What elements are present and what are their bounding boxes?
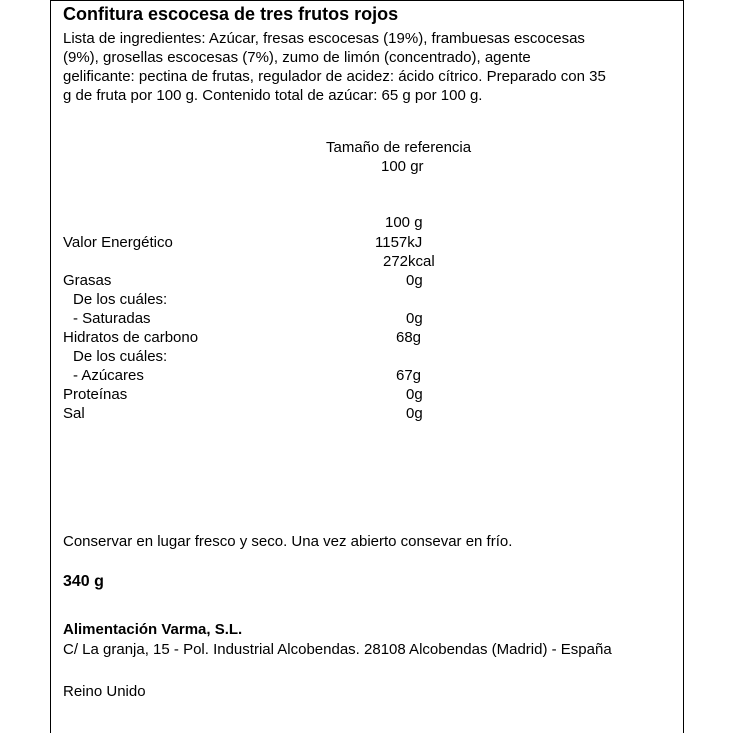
nutrition-row-label: Hidratos de carbono	[63, 329, 199, 346]
nutrition-row-label: Proteínas	[63, 386, 128, 403]
ingredients-line: g de fruta por 100 g. Contenido total de azúcar: 65 g por 100 g.	[63, 87, 483, 104]
nutrition-row-value: 0g	[406, 405, 423, 422]
nutrition-row-label: Grasas	[63, 272, 112, 289]
nutrition-row-value: 0g	[406, 272, 423, 289]
product-title: Confitura escocesa de tres frutos rojos	[63, 4, 399, 24]
reference-size-amount: 100 gr	[381, 158, 424, 175]
net-weight: 340 g	[63, 573, 104, 590]
nutrition-row-value: 67g	[396, 367, 422, 384]
nutrition-row-label: De los cuáles:	[73, 291, 168, 308]
reference-size-label: Tamaño de referencia	[326, 139, 472, 156]
nutrition-row-value: 272kcal	[383, 253, 435, 270]
ingredients-line: (9%), grosellas escocesas (7%), zumo de limón (concentrado), agente	[63, 49, 531, 66]
nutrition-row-label: - Azúcares	[73, 367, 144, 384]
nutrition-row-value: 0g	[406, 310, 423, 327]
nutrition-row-value: 1157kJ	[375, 234, 423, 251]
nutrition-row-value: 0g	[406, 386, 423, 403]
storage-instructions: Conservar en lugar fresco y seco. Una vez abierto consevar en frío.	[63, 533, 513, 550]
nutrition-row-label: Sal	[63, 405, 85, 422]
company-address: C/ La granja, 15 - Pol. Industrial Alcobendas. 28108 Alcobendas (Madrid) - España	[63, 641, 612, 658]
ingredients-line: Lista de ingredientes: Azúcar, fresas escocesas (19%), frambuesas escocesas	[63, 30, 585, 47]
nutrition-row-label: Valor Energético	[63, 234, 173, 251]
company-name: Alimentación Varma, S.L.	[63, 621, 243, 638]
ingredients-list	[63, 29, 673, 105]
nutrition-row-label: De los cuáles:	[73, 348, 168, 365]
nutrition-column-header: 100 g	[385, 214, 423, 231]
nutrition-row-value: 68g	[396, 329, 422, 346]
ingredients-line: gelificante: pectina de frutas, regulador de acidez: ácido cítrico. Preparado con 35	[63, 68, 606, 85]
country-of-origin: Reino Unido	[63, 683, 146, 700]
nutrition-row-label: - Saturadas	[73, 310, 151, 327]
